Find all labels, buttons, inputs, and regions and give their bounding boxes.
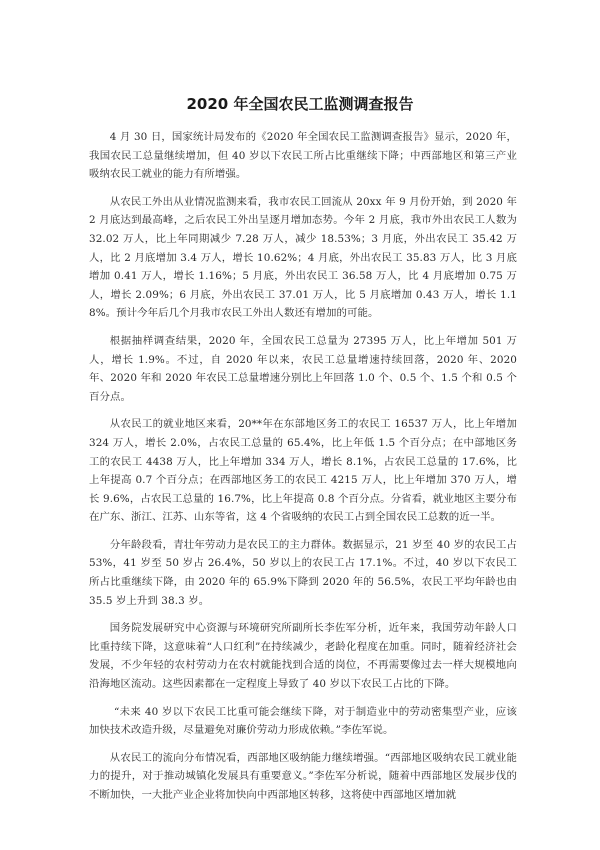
report-title: 2020 年全国农民工监测调查报告 xyxy=(186,95,414,113)
paragraph-total-count: 根据抽样调查结果，2020 年，全国农民工总量为 27395 万人，比上年增加 501 万人，增长 1.9%。不过，自 2020 年以来，农民工总量增速持续回落，2020 年、2020 年、2020 年和 2020 年农民工总量增速分别比上年回落 1.0 个、0.5 个、1.5 个和 0.5 个百分点。 xyxy=(89,334,517,403)
paragraph-intro: 4 月 30 日，国家统计局发布的《2020 年全国农民工监测调查报告》显示，2020 年，我国农民工总量继续增加，但 40 岁以下农民工所占比重继续下降；中西部地区和第三产业吸纳农民工就业的能力有所增强。 xyxy=(89,131,517,181)
paragraph-regions: 从农民工的就业地区来看，20**年在东部地区务工的农民工 16537 万人，比上年增加 324 万人，增长 2.0%，占农民工总量的 65.4%，比上年低 1.5 个百分点；在中部地区务工的农民工 4438 万人，比上年增加 334 万人，增长 8.1%，占农民工总量的 17.6%，比上年提高 0.7 个百分点；在西部地区务工的农民工 4215 万人，比上年增加 370 万人，增长 9.6%，占农民工总量的 16.7%，比上年提高 0.8 个百分点。分省看，就业地区主要分布在广东、浙江、江苏、山东等省，这 4 个省吸纳的农民工占到全国农民工总数的近一半。 xyxy=(89,418,517,524)
paragraph-quote: “未来 40 岁以下农民工比重可能会继续下降，对于制造业中的劳动密集型产业，应该加快技术改造升级，尽量避免对廉价劳动力形成依赖。”李佐军说。 xyxy=(89,705,517,737)
paragraph-analysis: 国务院发展研究中心资源与环境研究所副所长李佐军分析，近年来，我国劳动年龄人口比重持续下降，这意味着“人口红利”在持续减少，老龄化程度在加重。同时，随着经济社会发展，不少年轻的农村劳动力在农村就能找到合适的岗位，不再需要像过去一样大规模地向沿海地区流动。这些因素都在一定程度上导致了 40 岁以下农民工占比的下降。 xyxy=(89,622,517,691)
paragraph-local-outflow: 从农民工外出从业情况监测来看，我市农民工回流从 20xx 年 9 月份开始，到 2020 年 2 月底达到最高峰，之后农民工外出呈逐月增加态势。今年 2 月底，我市外出农民工人数为 32.02 万人，比上年同期减少 7.28 万人，减少 18.53%；3 月底，外出农民工 35.42 万人，比 2 月底增加 3.4 万人，增长 10.62%；4 月底，外出农民工 35.83 万人，比 3 月底增加 0.41 万人，增长 1.16%；5 月底，外出农民工 36.58 万人，比 4 月底增加 0.75 万人，增长 2.09%；6 月底，外出农民工 37.01 万人，比 5 月底增加 0.43 万人，增长 1.18%。预计今年后几个月我市农民工外出人数还有增加的可能。 xyxy=(89,195,517,320)
report-body xyxy=(89,128,517,814)
paragraph-flow-distribution: 从农民工的流向分布情况看，西部地区吸纳能力继续增强。“西部地区吸纳农民工就业能力的提升，对于推动城镇化发展具有重要意义。”李佐军分析说，随着中西部地区发展步伐的不断加快，一大批产业企业将加快向中西部地区转移，这将使中西部地区增加就 xyxy=(89,751,517,801)
paragraph-age-groups: 分年龄段看，青壮年劳动力是农民工的主力群体。数据显示，21 岁至 40 岁的农民工占 53%，41 岁至 50 岁占 26.4%，50 岁以上的农民工占 17.1%。不过，40 岁以下农民工所占比重继续下降，由 2020 年的 65.9%下降到 2020 年的 56.5%，农民工平均年龄也由 35.5 岁上升到 38.3 岁。 xyxy=(89,538,517,607)
